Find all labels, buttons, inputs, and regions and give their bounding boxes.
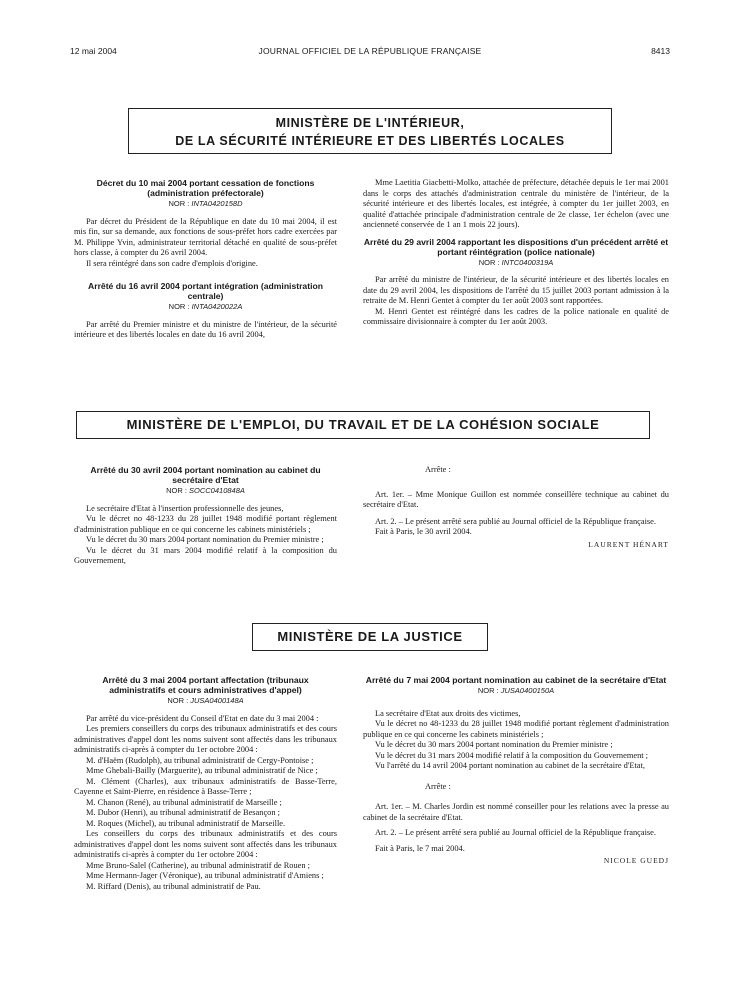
column-left-interieur: [74, 178, 337, 341]
nor-reference: NOR : INTA0420022A: [168, 302, 243, 311]
signature: NICOLE GUEDJ: [603, 856, 669, 865]
paragraph: Les conseillers du corps des tribunaux administratifs et des cours administratives d'appel dont les noms suivent sont affectés dans les tribunaux administratifs ci-après à compter du 1er octobre 2004 :: [74, 829, 337, 859]
paragraph: Par arrêté du ministre de l'intérieur, de la sécurité intérieure et des libertés locales en date du 29 avril 2004, les dispositions de l'arrêté du 15 juillet 2003 portant admission à la retraite de M. Henri Gentet à compter du 1er août 2003 sont rapportées.: [363, 275, 669, 305]
paragraph: Vu le décret no 48-1233 du 28 juillet 1948 modifié portant règlement d'administration publique en ce qui concerne les cabinets ministériels ;: [363, 719, 669, 739]
signature: LAURENT HÉNART: [588, 539, 669, 549]
paragraph: M. Roques (Michel), au tribunal administratif de Marseille.: [86, 818, 286, 828]
text-title: Arrêté du 16 avril 2004 portant intégration (administration centrale): [88, 281, 323, 301]
paragraph: Vu le décret du 30 mars 2004 portant nomination du Premier ministre ;: [375, 740, 613, 749]
ministry-box-emploi: [76, 411, 650, 439]
paragraph: M. d'Haëm (Rudolph), au tribunal administratif de Cergy-Pontoise ;: [86, 755, 314, 765]
paragraph: Art. 2. – Le présent arrêté sera publié au Journal officiel de la République française.: [375, 516, 656, 526]
paragraph: La secrétaire d'Etat aux droits des victimes,: [375, 708, 521, 718]
paragraph: Mme Laetitia Giacbetti-Molko, attachée de préfecture, détachée depuis le 1er mai 2001 dans le corps des attachés d'administration centrale du ministère de l'intérieur, de la sécurité intérieure et des libertés locales, est intégrée, à compter du 1er juillet 2003, en qualité d'attachée principale d'administration centrale de 2e classe, 1er échelon (avec une ancienneté conservée de 1 an 1 mois 22 jours).: [363, 178, 669, 229]
ministry-box-interieur: [128, 108, 612, 154]
column-left-justice: [74, 675, 337, 892]
paragraph: Art. 1er. – M. Charles Jordin est nommé conseiller pour les relations avec la presse au cabinet de la secrétaire d'Etat.: [363, 802, 669, 822]
nor-reference: NOR : JUSA0400148A: [167, 696, 244, 705]
text-title: Arrêté du 3 mai 2004 portant affectation (tribunaux administratifs et cours administratives d'appel): [102, 675, 309, 695]
paragraph: M. Henri Gentet est réintégré dans les cadres de la police nationale en qualité de commissaire divisionnaire à compter du 1er août 2003.: [363, 306, 669, 326]
text-title: Arrêté du 29 avril 2004 rapportant les dispositions d'un précédent arrêté et portant réintégration (police nationale): [363, 236, 669, 257]
paragraph: Fait à Paris, le 7 mai 2004.: [375, 843, 465, 853]
paragraph: Vu le décret du 30 mars 2004 portant nomination du Premier ministre ;: [86, 535, 324, 544]
column-right-justice: [363, 675, 669, 867]
ministry-title-line: MINISTÈRE DE L'INTÉRIEUR,: [275, 116, 465, 130]
nor-reference: NOR : JUSA0400150A: [477, 686, 555, 695]
header-date: 12 mai 2004: [70, 46, 117, 56]
paragraph: Par arrêté du vice-président du Conseil d'Etat en date du 3 mai 2004 :: [86, 713, 319, 723]
column-right-emploi: [363, 465, 669, 550]
text-title: Décret du 10 mai 2004 portant cessation de fonctions (administration préfectorale): [96, 178, 315, 198]
ministry-title-line: MINISTÈRE DE LA JUSTICE: [277, 629, 463, 644]
column-left-emploi: [74, 465, 337, 567]
ministry-box-justice: [252, 623, 488, 651]
paragraph: Mme Bruno-Salel (Catherine), au tribunal administratif de Rouen ;: [86, 860, 310, 870]
paragraph: Par décret du Président de la République en date du 10 mai 2004, il est mis fin, sur sa demande, aux fonctions de sous-préfet hors cadre exercées par M. Philippe Yvin, administrateur territorial détaché en qualité de sous-préfet hors classe, à compter du 26 avril 2004.: [74, 216, 337, 257]
paragraph: Mme Ghebali-Bailly (Marguerite), au tribunal administratif de Nice ;: [86, 766, 318, 775]
text-title: Arrêté du 30 avril 2004 portant nomination au cabinet du secrétaire d'Etat: [90, 465, 321, 485]
paragraph: Vu le décret no 48-1233 du 28 juillet 1948 modifié portant règlement d'administration publique en ce qui concerne les cabinets ministériels ;: [74, 514, 337, 534]
paragraph: Art. 1er. – Mme Monique Guillon est nommée conseillère technique au cabinet du secrétaire d'Etat.: [363, 489, 669, 509]
header-page-number: 8413: [651, 46, 670, 56]
paragraph: M. Clément (Charles), aux tribunaux administratifs de Basse-Terre, Cayenne et Saint-Pierre, en résidence à Basse-Terre ;: [74, 776, 337, 796]
header-title: JOURNAL OFFICIEL DE LA RÉPUBLIQUE FRANÇAISE: [258, 46, 482, 56]
paragraph: Mme Hermann-Jager (Véronique), au tribunal administratif d'Amiens ;: [86, 871, 324, 880]
ministry-title-line: DE LA SÉCURITÉ INTÉRIEURE ET DES LIBERTÉS LOCALES: [175, 134, 565, 148]
paragraph: Art. 2. – Le présent arrêté sera publié au Journal officiel de la République française.: [375, 828, 656, 837]
paragraph: Vu le décret du 31 mars 2004 modifié relatif à la composition du Gouvernement,: [74, 545, 337, 565]
paragraph: Arrête :: [425, 781, 451, 791]
nor-reference: NOR : INTC0400319A: [478, 257, 554, 267]
paragraph: M. Dubor (Henri), au tribunal administratif de Besançon ;: [86, 808, 280, 817]
paragraph: M. Chanon (René), au tribunal administratif de Marseille ;: [86, 797, 282, 807]
column-right-interieur: [363, 178, 669, 328]
paragraph: Il sera réintégré dans son cadre d'emplois d'origine.: [86, 258, 258, 268]
nor-reference: NOR : INTA0420158D: [168, 199, 243, 208]
paragraph: Par arrêté du Premier ministre et du ministre de l'intérieur, de la sécurité intérieure et des libertés locales en date du 16 avril 2004,: [74, 319, 337, 339]
paragraph: Les premiers conseillers du corps des tribunaux administratifs et des cours administratives d'appel dont les noms suivent sont affectés dans les tribunaux administratifs ci-après à compter du 1er octobre 2004 :: [74, 724, 337, 754]
paragraph: Vu le décret du 31 mars 2004 modifié relatif à la composition du Gouvernement ;: [375, 750, 649, 760]
paragraph: M. Riffard (Denis), au tribunal administratif de Pau.: [86, 881, 261, 891]
ministry-title-line: MINISTÈRE DE L'EMPLOI, DU TRAVAIL ET DE LA COHÉSION SOCIALE: [126, 417, 600, 432]
nor-reference: NOR : SOCC0410848A: [166, 486, 245, 495]
paragraph: Vu l'arrêté du 14 avril 2004 portant nomination au cabinet de la secrétaire d'Etat,: [375, 761, 645, 770]
text-title: Arrêté du 7 mai 2004 portant nomination au cabinet de la secrétaire d'Etat: [365, 675, 667, 685]
paragraph: Fait à Paris, le 30 avril 2004.: [375, 527, 472, 536]
paragraph: Arrête :: [425, 465, 451, 474]
paragraph: Le secrétaire d'Etat à l'insertion professionnelle des jeunes,: [86, 503, 284, 513]
running-header: [70, 46, 670, 60]
